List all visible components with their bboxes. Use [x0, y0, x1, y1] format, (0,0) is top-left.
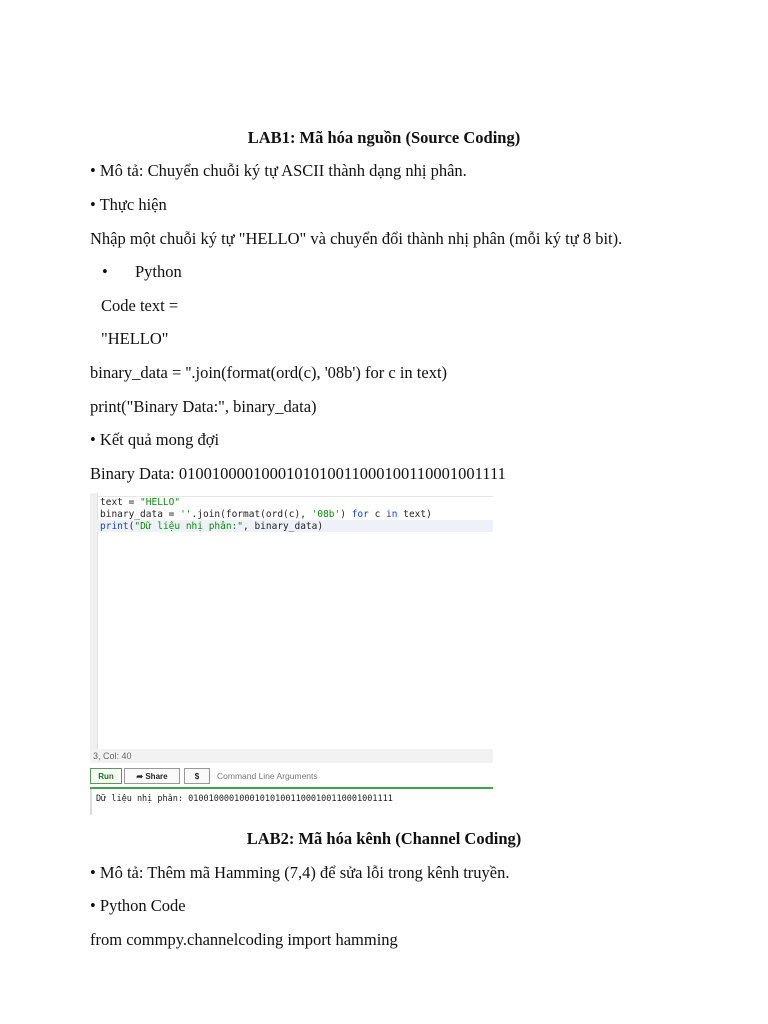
- code-token: text): [397, 509, 432, 520]
- lab2-description: • Mô tả: Thêm mã Hamming (7,4) để sửa lỗi trong kênh truyền.: [90, 863, 510, 882]
- bullet-text: Python: [135, 262, 182, 281]
- code-keyword: print: [100, 521, 129, 532]
- output-gutter: [90, 789, 92, 815]
- code-token: binary_data =: [100, 509, 181, 520]
- stdin-button[interactable]: $: [184, 768, 210, 784]
- code-string: '08b': [311, 509, 341, 520]
- code-token: (: [128, 521, 135, 532]
- editor-code-line-1: [100, 497, 180, 509]
- editor-code-line-2: [100, 509, 432, 521]
- lab2-title: LAB2: Mã hóa kênh (Channel Coding): [246, 829, 522, 848]
- output-divider: [90, 787, 493, 789]
- share-button[interactable]: [124, 768, 180, 784]
- code-string: '': [180, 509, 192, 520]
- editor-status-bar: 3, Col: 40: [90, 749, 493, 763]
- lab2-python-code-heading: • Python Code: [90, 896, 186, 915]
- lab2-import-line: from commpy.channelcoding import hamming: [90, 930, 398, 949]
- editor-code-line-3: [100, 521, 323, 533]
- lab1-implementation-heading: • Thực hiện: [90, 195, 167, 214]
- expected-result-value: Binary Data: 0100100001000101010011000100110001001111: [90, 464, 506, 483]
- code-line-1: Code text =: [101, 296, 179, 315]
- editor-toolbar: [90, 766, 493, 786]
- code-token: c: [368, 509, 387, 520]
- run-button[interactable]: Run: [90, 768, 122, 784]
- code-token: text =: [100, 497, 141, 508]
- code-keyword: in: [386, 509, 398, 520]
- code-string: "Dữ liệu nhị phân:": [134, 521, 244, 532]
- lab1-description: • Mô tả: Chuyển chuỗi ký tự ASCII thành dạng nhị phân.: [90, 161, 467, 180]
- code-editor-screenshot: [90, 493, 493, 815]
- code-string: "HELLO": [140, 497, 181, 508]
- command-line-arguments-input[interactable]: Command Line Arguments: [217, 771, 318, 781]
- share-label: Share: [145, 772, 168, 781]
- bullet-dot: •: [102, 262, 108, 281]
- code-line-4: print("Binary Data:", binary_data): [90, 397, 317, 416]
- code-line-3: binary_data = ''.join(format(ord(c), '08b') for c in text): [90, 363, 448, 382]
- expected-result-heading: • Kết quả mong đợi: [90, 430, 220, 449]
- code-token: , binary_data): [243, 521, 324, 532]
- code-keyword: for: [351, 509, 369, 520]
- code-token: .join(format(ord(c),: [191, 509, 312, 520]
- program-output: Dữ liệu nhị phân: 0100100001000101010011000100110001001111: [96, 794, 393, 804]
- share-icon: ➦: [136, 772, 146, 781]
- lab1-task-text: Nhập một chuỗi ký tự "HELLO" và chuyển đổi thành nhị phân (mỗi ký tự 8 bit).: [90, 229, 623, 248]
- code-token: ): [340, 509, 352, 520]
- lab1-title: LAB1: Mã hóa nguồn (Source Coding): [247, 128, 521, 147]
- code-line-2: "HELLO": [101, 329, 169, 348]
